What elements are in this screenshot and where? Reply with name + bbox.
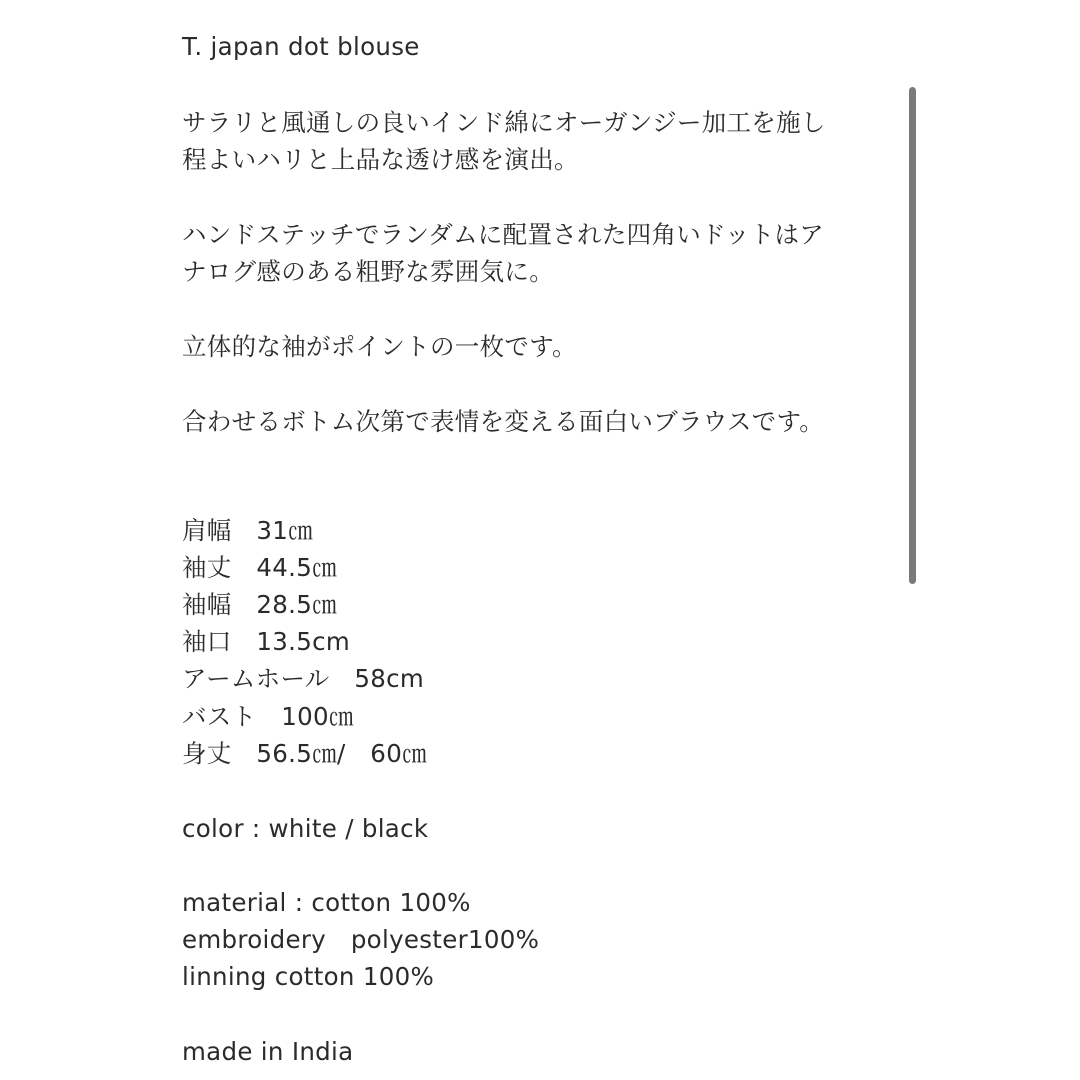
color-info: color : white / black bbox=[182, 814, 429, 843]
product-title: T. japan dot blouse bbox=[182, 32, 420, 61]
measurement-armhole: アームホール 58cm bbox=[182, 664, 425, 693]
scrollbar-thumb[interactable] bbox=[909, 87, 916, 584]
description-line: 程よいハリと上品な透け感を演出。 bbox=[182, 145, 579, 174]
material-info: material : cotton 100% bbox=[182, 888, 471, 917]
measurement-shoulder: 肩幅 31㎝ bbox=[182, 516, 313, 545]
embroidery-info: embroidery polyester100% bbox=[182, 925, 540, 954]
measurement-cuff: 袖口 13.5cm bbox=[182, 627, 351, 656]
origin-info: made in India bbox=[182, 1037, 354, 1066]
measurement-bust: バスト 100㎝ bbox=[182, 702, 354, 731]
measurement-sleeve-length: 袖丈 44.5㎝ bbox=[182, 553, 337, 582]
lining-info: linning cotton 100% bbox=[182, 962, 435, 991]
measurement-body-length: 身丈 56.5㎝/ 60㎝ bbox=[182, 739, 427, 768]
description-line: 合わせるボトム次第で表情を変える面白いブラウスです。 bbox=[182, 407, 825, 436]
description-line: ハンドステッチでランダムに配置された四角いドットはア bbox=[182, 220, 825, 249]
measurement-sleeve-width: 袖幅 28.5㎝ bbox=[182, 590, 337, 619]
description-line: ナログ感のある粗野な雰囲気に。 bbox=[182, 257, 554, 286]
description-line: 立体的な袖がポイントの一枚です。 bbox=[182, 332, 577, 361]
description-line: サラリと風通しの良いインド綿にオーガンジー加工を施し bbox=[182, 108, 826, 137]
